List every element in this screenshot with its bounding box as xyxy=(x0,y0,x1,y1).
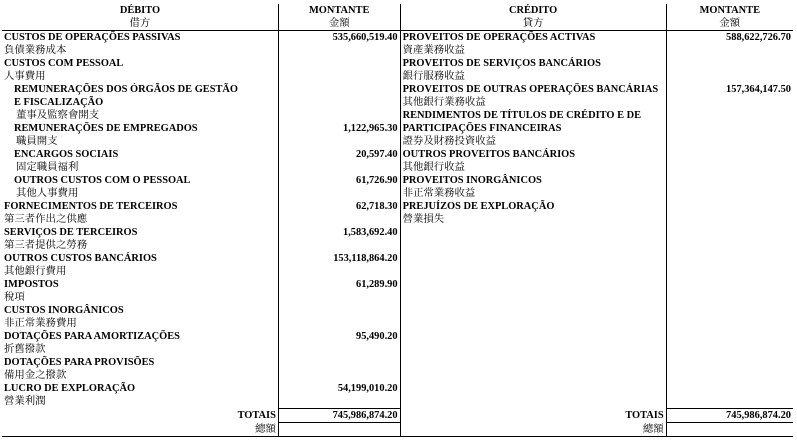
debit-item-label-zh: 稅項 xyxy=(2,291,278,304)
debit-item-amount: 62,718.30 xyxy=(278,200,400,213)
debit-item-label-zh: 非正常業務費用 xyxy=(2,317,278,330)
table-row xyxy=(2,57,793,70)
credit-amount-header: MONTANTE 金額 xyxy=(666,4,793,31)
debit-item-label-zh: 其他人事費用 xyxy=(2,187,278,200)
debit-item-label: ENCARGOS SOCIAIS xyxy=(2,148,278,161)
table-row xyxy=(2,161,793,174)
table-row xyxy=(2,356,793,369)
debit-totals-label: TOTAIS xyxy=(2,409,278,423)
credit-totals-label: TOTAIS xyxy=(400,409,666,423)
table-row xyxy=(2,304,793,317)
credit-header-zh: 貸方 xyxy=(522,18,544,29)
debit-item-amount: 1,122,965.30 xyxy=(278,122,400,135)
table-row xyxy=(2,239,793,252)
table-row xyxy=(2,70,793,83)
debit-item-label: IMPOSTOS xyxy=(2,278,278,291)
credit-item-label: PROVEITOS DE SERVIÇOS BANCÁRIOS xyxy=(400,57,666,70)
debit-item-amount: 20,597.40 xyxy=(278,148,400,161)
credit-item-label-zh: 證券及財務投資收益 xyxy=(400,135,666,148)
credit-item-label-zh: 銀行服務收益 xyxy=(400,70,666,83)
debit-header-zh: 借方 xyxy=(129,18,151,29)
credit-total-amount: 745,986,874.20 xyxy=(666,409,793,423)
debit-amount-header-zh: 金額 xyxy=(328,18,350,29)
table-row xyxy=(2,122,793,135)
ledger-header-row xyxy=(2,4,793,31)
credit-item-amount: 157,364,147.50 xyxy=(726,84,791,95)
table-row xyxy=(2,83,793,96)
table-row xyxy=(2,382,793,395)
debit-item-label-zh: 折舊撥款 xyxy=(2,343,278,356)
debit-total-amount: 745,986,874.20 xyxy=(278,409,400,423)
credit-amount-header-zh: 金額 xyxy=(719,18,741,29)
credit-item-label-zh: 資產業務收益 xyxy=(400,44,666,57)
debit-item-label: FORNECIMENTOS DE TERCEIROS xyxy=(2,200,278,213)
debit-item-label: REMUNERAÇÕES DE EMPREGADOS xyxy=(2,122,278,135)
debit-item-label: DOTAÇÕES PARA PROVISÕES xyxy=(2,356,278,369)
debit-item-amount: 61,726.90 xyxy=(278,174,400,187)
table-row xyxy=(2,174,793,187)
table-row xyxy=(2,109,793,122)
totals-row-zh xyxy=(2,423,793,437)
table-row xyxy=(2,187,793,200)
debit-item-label-cont: E FISCALIZAÇÃO xyxy=(2,96,278,109)
debit-item-amount: 153,118,864.20 xyxy=(278,252,400,265)
credit-item-label: PREJUÍZOS DE EXPLORAÇÃO xyxy=(400,200,666,213)
debit-item-label-zh: 職員開支 xyxy=(2,135,278,148)
debit-item-label-zh: 負債業務成本 xyxy=(2,44,278,57)
debit-amount-header: MONTANTE 金額 xyxy=(278,4,400,31)
credit-item-label: PROVEITOS DE OUTRAS OPERAÇÕES BANCÁRIAS xyxy=(400,83,666,96)
credit-item-label: RENDIMENTOS DE TÍTULOS DE CRÉDITO E DE xyxy=(400,109,666,122)
debit-item-amount: 54,199,010.20 xyxy=(278,382,400,395)
table-row xyxy=(2,343,793,356)
debit-item-label: CUSTOS INORGÂNICOS xyxy=(2,304,278,317)
debit-item-label: SERVIÇOS DE TERCEIROS xyxy=(2,226,278,239)
debit-item-label: LUCRO DE EXPLORAÇÃO xyxy=(2,382,278,395)
debit-item-label: CUSTOS DE OPERAÇÕES PASSIVAS xyxy=(2,31,278,45)
totals-row xyxy=(2,409,793,423)
credit-item-label-zh: 其他銀行收益 xyxy=(400,161,666,174)
debit-item-label-zh: 營業利潤 xyxy=(2,395,278,409)
debit-item-label-zh: 第三者提供之勞務 xyxy=(2,239,278,252)
debit-item-label-zh: 備用金之撥款 xyxy=(2,369,278,382)
table-row xyxy=(2,278,793,291)
table-row xyxy=(2,200,793,213)
credit-item-label: PROVEITOS INORGÂNICOS xyxy=(400,174,666,187)
table-row xyxy=(2,226,793,239)
debit-item-amount: 1,583,692.40 xyxy=(278,226,400,239)
credit-item-label: OUTROS PROVEITOS BANCÁRIOS xyxy=(400,148,666,161)
table-row xyxy=(2,213,793,226)
credit-item-label-zh: 非正常業務收益 xyxy=(400,187,666,200)
debit-item-label: OUTROS CUSTOS BANCÁRIOS xyxy=(2,252,278,265)
table-row xyxy=(2,31,793,45)
credit-totals-label-zh: 總額 xyxy=(400,423,666,437)
debit-item-amount: 95,490.20 xyxy=(278,330,400,343)
ledger-sheet xyxy=(2,4,795,437)
table-row xyxy=(2,291,793,304)
debit-item-label-zh: 人事費用 xyxy=(2,70,278,83)
profit-loss-ledger-table xyxy=(2,4,793,437)
table-row xyxy=(2,330,793,343)
credit-item-label-cont: PARTICIPAÇÕES FINANCEIRAS xyxy=(400,122,666,135)
debit-item-label-zh: 其他銀行費用 xyxy=(2,265,278,278)
credit-item-amount: 588,622,726.70 xyxy=(726,32,791,43)
table-row xyxy=(2,369,793,382)
debit-item-amount: 535,660,519.40 xyxy=(278,31,400,45)
table-row xyxy=(2,148,793,161)
table-row xyxy=(2,265,793,278)
debit-item-label-zh: 第三者作出之供應 xyxy=(2,213,278,226)
credit-item-label: PROVEITOS DE OPERAÇÕES ACTIVAS xyxy=(400,31,666,45)
table-row xyxy=(2,252,793,265)
debit-item-label-zh: 固定職員福利 xyxy=(2,161,278,174)
debit-item-label-zh: 董事及監察會開支 xyxy=(2,109,278,122)
table-row xyxy=(2,395,793,409)
debit-item-amount: 61,289.90 xyxy=(278,278,400,291)
debit-item-label: REMUNERAÇÕES DOS ÓRGÃOS DE GESTÃO xyxy=(2,83,278,96)
debit-totals-label-zh: 總額 xyxy=(2,423,278,437)
credit-item-label-zh: 其他銀行業務收益 xyxy=(400,96,666,109)
table-row xyxy=(2,317,793,330)
debit-item-label: CUSTOS COM PESSOAL xyxy=(2,57,278,70)
debit-item-label: OUTROS CUSTOS COM O PESSOAL xyxy=(2,174,278,187)
debit-header: DÉBITO 借方 xyxy=(2,4,278,31)
table-row xyxy=(2,44,793,57)
table-row xyxy=(2,135,793,148)
credit-header: CRÉDITO 貸方 xyxy=(400,4,666,31)
table-row xyxy=(2,96,793,109)
credit-item-label-zh: 營業損失 xyxy=(400,213,666,226)
debit-item-label: DOTAÇÕES PARA AMORTIZAÇÕES xyxy=(2,330,278,343)
